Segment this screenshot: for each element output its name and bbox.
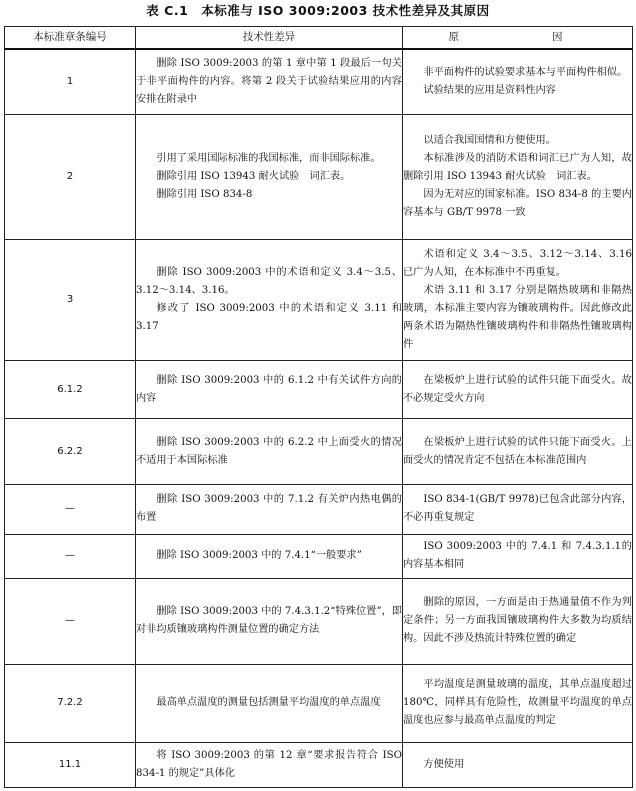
diff-cell xyxy=(136,578,403,664)
reason-text: 方便使用 xyxy=(423,758,465,770)
diff-cell xyxy=(136,664,403,742)
diff-text: 删除 ISO 3009:2003 中的 7.4.3.1.2“特殊位置”，即对非均质镶玻璃构件测量位置的确定方法 xyxy=(136,606,402,636)
table-row xyxy=(5,240,633,361)
diff-text: 引用了采用国际标准的我国标准，而非国际标准。 xyxy=(156,153,381,165)
clause-cell: — xyxy=(5,534,136,578)
diff-text: 删除 ISO 3009:2003 中的 6.1.2 中有关试件方向的内容 xyxy=(136,374,402,404)
reason-text: 本标准涉及的消防术语和词汇已广为人知，故删除引用 ISO 13943 耐火试验 词汇表。 xyxy=(403,153,632,183)
diff-cell xyxy=(136,742,403,787)
diff-text: 删除引用 ISO 834-8 xyxy=(156,189,253,201)
diff-cell xyxy=(136,240,403,361)
diff-cell xyxy=(136,534,403,578)
clause-cell: 7.2.2 xyxy=(5,664,136,742)
reason-text: 删除的原因，一方面是由于热通量值不作为判定条件；另一方面我国镶玻璃构件大多数为均质结构。因此不涉及热流计特殊位置的确定 xyxy=(403,597,632,645)
reason-text: 在梁板炉上进行试验的试件只能下面受火。故不必规定受火方向 xyxy=(403,374,632,404)
reason-text: ISO 3009:2003 中的 7.4.1 和 7.4.3.1.1的内容基本相同 xyxy=(403,541,632,571)
header-reason-label: 原 因 xyxy=(448,31,587,44)
reason-text: ISO 834-1(GB/T 9978)已包含此部分内容，不必再重复规定 xyxy=(403,494,632,524)
table-row xyxy=(5,534,633,578)
table-title: 表 C.1 本标准与 ISO 3009:2003 技术性差异及其原因 xyxy=(146,3,490,18)
clause-cell: 2 xyxy=(5,115,136,240)
diff-cell xyxy=(136,49,403,115)
reason-cell xyxy=(403,49,633,115)
reason-cell xyxy=(403,115,633,240)
clause-cell: 3 xyxy=(5,240,136,361)
diff-cell xyxy=(136,484,403,534)
reason-text: 平均温度是测量玻璃的温度，其单点温度超过 180℃，同样具有危险性，故测量平均温度的单点温度也应参与最高单点温度的判定 xyxy=(403,679,632,727)
clause-cell: 1 xyxy=(5,49,136,115)
diff-text: 删除 ISO 3009:2003 中的 7.1.2 有关炉内热电偶的布置 xyxy=(136,494,402,524)
reason-text: 在梁板炉上进行试验的试件只能下面受火。上面受火的情况肯定不包括在本标准范围内 xyxy=(403,436,632,466)
table-row xyxy=(5,742,633,787)
diff-text: 最高单点温度的测量包括测量平均温度的单点温度 xyxy=(156,697,381,709)
diff-text: 删除 ISO 3009:2003 的第 1 章中第 1 段最后一句关于非平面构件的内容。将第 2 段关于试验结果应用的内容安排在附录中 xyxy=(136,57,402,105)
table-row xyxy=(5,49,633,115)
header-row xyxy=(5,27,633,49)
reason-text: 以适合我国国情和方便使用。 xyxy=(423,135,556,147)
table-row xyxy=(5,115,633,240)
reason-text: 因为无对应的国家标准。ISO 834-8 的主要内容基本与 GB/T 9978 一致 xyxy=(403,189,632,219)
clause-cell: — xyxy=(5,484,136,534)
table-row xyxy=(5,419,633,484)
header-clause: 本标准章条编号 xyxy=(5,27,136,49)
diff-text: 删除 ISO 3009:2003 中的术语和定义 3.4～3.5、3.12～3.14、3.16。 xyxy=(136,267,402,297)
diff-cell xyxy=(136,115,403,240)
reason-text: 术语 3.11 和 3.17 分别是隔热玻璃和非隔热玻璃，本标准主要内容为镶玻璃构件。因此修改此两条术语为隔热性镶玻璃构件和非隔热性镶玻璃构件 xyxy=(403,285,632,351)
reason-cell xyxy=(403,240,633,361)
diff-cell xyxy=(136,361,403,419)
reason-text: 非平面构件的试验要求基本与平面构件相似。 xyxy=(423,66,628,78)
clause-cell: 6.2.2 xyxy=(5,419,136,484)
clause-cell: 11.1 xyxy=(5,742,136,787)
reason-cell xyxy=(403,664,633,742)
reason-cell xyxy=(403,484,633,534)
clause-cell: 6.1.2 xyxy=(5,361,136,419)
reason-cell xyxy=(403,742,633,787)
reason-cell xyxy=(403,578,633,664)
header-reason xyxy=(403,27,633,49)
table-row xyxy=(5,484,633,534)
reason-cell xyxy=(403,534,633,578)
diff-text: 删除引用 ISO 13943 耐火试验 词汇表。 xyxy=(156,171,351,183)
diff-text: 删除 ISO 3009:2003 中的 7.4.1“一般要求” xyxy=(156,550,362,562)
table-row xyxy=(5,361,633,419)
diff-text: 删除 ISO 3009:2003 中的 6.2.2 中上面受火的情况不适用于本国际标准 xyxy=(136,436,402,466)
table-row xyxy=(5,664,633,742)
table-row xyxy=(5,578,633,664)
header-diff: 技术性差异 xyxy=(136,27,403,49)
diff-text: 修改了 ISO 3009:2003 中的术语和定义 3.11 和 3.17 xyxy=(136,303,402,333)
reason-cell xyxy=(403,419,633,484)
reason-cell xyxy=(403,361,633,419)
diff-text: 将 ISO 3009:2003 的第 12 章“要求报告符合 ISO 834-1 的规定”具体化 xyxy=(136,749,402,779)
differences-table xyxy=(4,26,633,788)
reason-text: 术语和定义 3.4～3.5、3.12～3.14、3.16 已广为人知，在本标准中不再重复。 xyxy=(403,249,632,279)
reason-text: 试验结果的应用是资料性内容 xyxy=(423,84,556,96)
clause-cell: — xyxy=(5,578,136,664)
diff-cell xyxy=(136,419,403,484)
